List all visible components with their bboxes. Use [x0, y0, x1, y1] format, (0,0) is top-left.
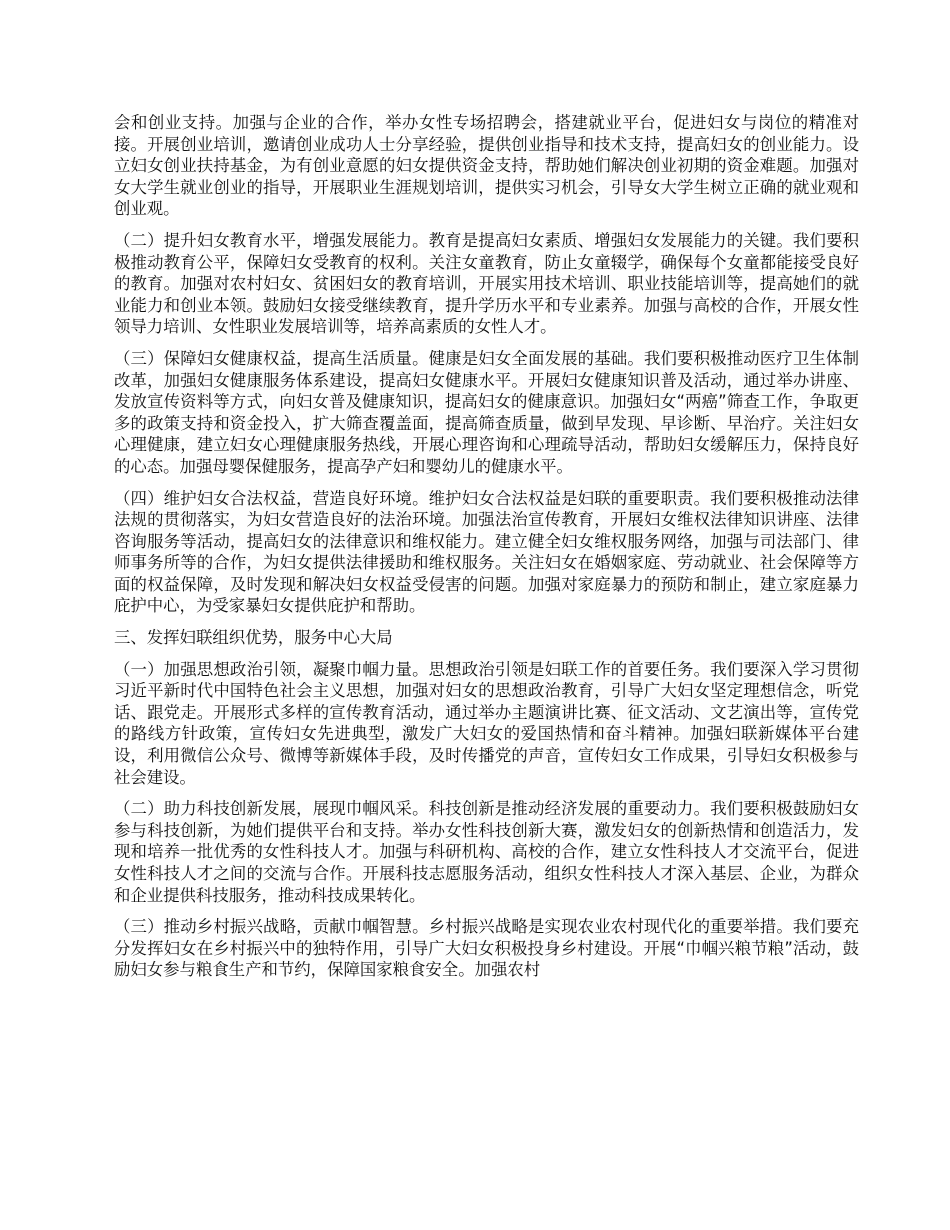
section-heading: 三、发挥妇联组织优势，服务中心大局	[114, 628, 393, 648]
paragraph-rural-revitalization: （三）推动乡村振兴战略，贡献巾帼智慧。乡村振兴战略是实现农业农村现代化的重要举措。我们要充分发挥妇女在乡村振兴中的独特作用，引导广大妇女积极投身乡村建设。开展“巾帼兴粮节粮”活动，鼓励妇女参与粮食生产和节约，保障国家粮食安全。加强农村	[114, 917, 859, 980]
document-body	[114, 112, 859, 991]
paragraph-legal-rights: （四）维护妇女合法权益，营造良好环境。维护妇女合法权益是妇联的重要职责。我们要积极推动法律法规的贯彻落实，为妇女营造良好的法治环境。加强法治宣传教育，开展妇女维权法律知识讲座、法律咨询服务等活动，提高妇女的法律意识和维权能力。建立健全妇女维权服务网络，加强与司法部门、律师事务所等的合作，为妇女提供法律援助和维权服务。关注妇女在婚姻家庭、劳动就业、社会保障等方面的权益保障，及时发现和解决妇女权益受侵害的问题。加强对家庭暴力的预防和制止，建立家庭暴力庇护中心，为受家暴妇女提供庇护和帮助。	[114, 488, 859, 616]
paragraph-education: （二）提升妇女教育水平，增强发展能力。教育是提高妇女素质、增强妇女发展能力的关键。我们要积极推动教育公平，保障妇女受教育的权利。关注女童教育，防止女童辍学，确保每个女童都能接受良好的教育。加强对农村妇女、贫困妇女的教育培训，开展实用技术培训、职业技能培训等，提高她们的就业能力和创业本领。鼓励妇女接受继续教育，提升学历水平和专业素养。加强与高校的合作，开展女性领导力培训、女性职业发展培训等，培养高素质的女性人才。	[114, 230, 859, 337]
paragraph-ideological-guidance: （一）加强思想政治引领，凝聚巾帼力量。思想政治引领是妇联工作的首要任务。我们要深入学习贯彻习近平新时代中国特色社会主义思想，加强对妇女的思想政治教育，引导广大妇女坚定理想信念，听党话、跟党走。开展形式多样的宣传教育活动，通过举办主题演讲比赛、征文活动、文艺演出等，宣传党的路线方针政策，宣传妇女先进典型，激发广大妇女的爱国热情和奋斗精神。加强妇联新媒体平台建设，利用微信公众号、微博等新媒体手段，及时传播党的声音，宣传妇女工作成果，引导妇女积极参与社会建设。	[114, 659, 859, 787]
paragraph-tech-innovation: （二）助力科技创新发展，展现巾帼风采。科技创新是推动经济发展的重要动力。我们要积极鼓励妇女参与科技创新，为她们提供平台和支持。举办女性科技创新大赛，激发妇女的创新热情和创造活力，发现和培养一批优秀的女性科技人才。加强与科研机构、高校的合作，建立女性科技人才交流平台，促进女性科技人才之间的交流与合作。开展科技志愿服务活动，组织女性科技人才深入基层、企业，为群众和企业提供科技服务，推动科技成果转化。	[114, 799, 859, 905]
paragraph-employment-support: 会和创业支持。加强与企业的合作，举办女性专场招聘会，搭建就业平台，促进妇女与岗位的精准对接。开展创业培训，邀请创业成功人士分享经验，提供创业指导和技术支持，提高妇女的创业能力。设立妇女创业扶持基金，为有创业意愿的妇女提供资金支持，帮助她们解决创业初期的资金难题。加强对女大学生就业创业的指导，开展职业生涯规划培训，提供实习机会，引导女大学生树立正确的就业观和创业观。	[114, 113, 859, 219]
paragraph-health: （三）保障妇女健康权益，提高生活质量。健康是妇女全面发展的基础。我们要积极推动医疗卫生体制改革，加强妇女健康服务体系建设，提高妇女健康水平。开展妇女健康知识普及活动，通过举办讲座、发放宣传资料等方式，向妇女普及健康知识，提高妇女的健康意识。加强妇女“两癌”筛查工作，争取更多的政策支持和资金投入，扩大筛查覆盖面，提高筛查质量，做到早发现、早诊断、早治疗。关注妇女心理健康，建立妇女心理健康服务热线，开展心理咨询和心理疏导活动，帮助妇女缓解压力，保持良好的心态。加强母婴保健服务，提高孕产妇和婴幼儿的健康水平。	[114, 348, 859, 476]
